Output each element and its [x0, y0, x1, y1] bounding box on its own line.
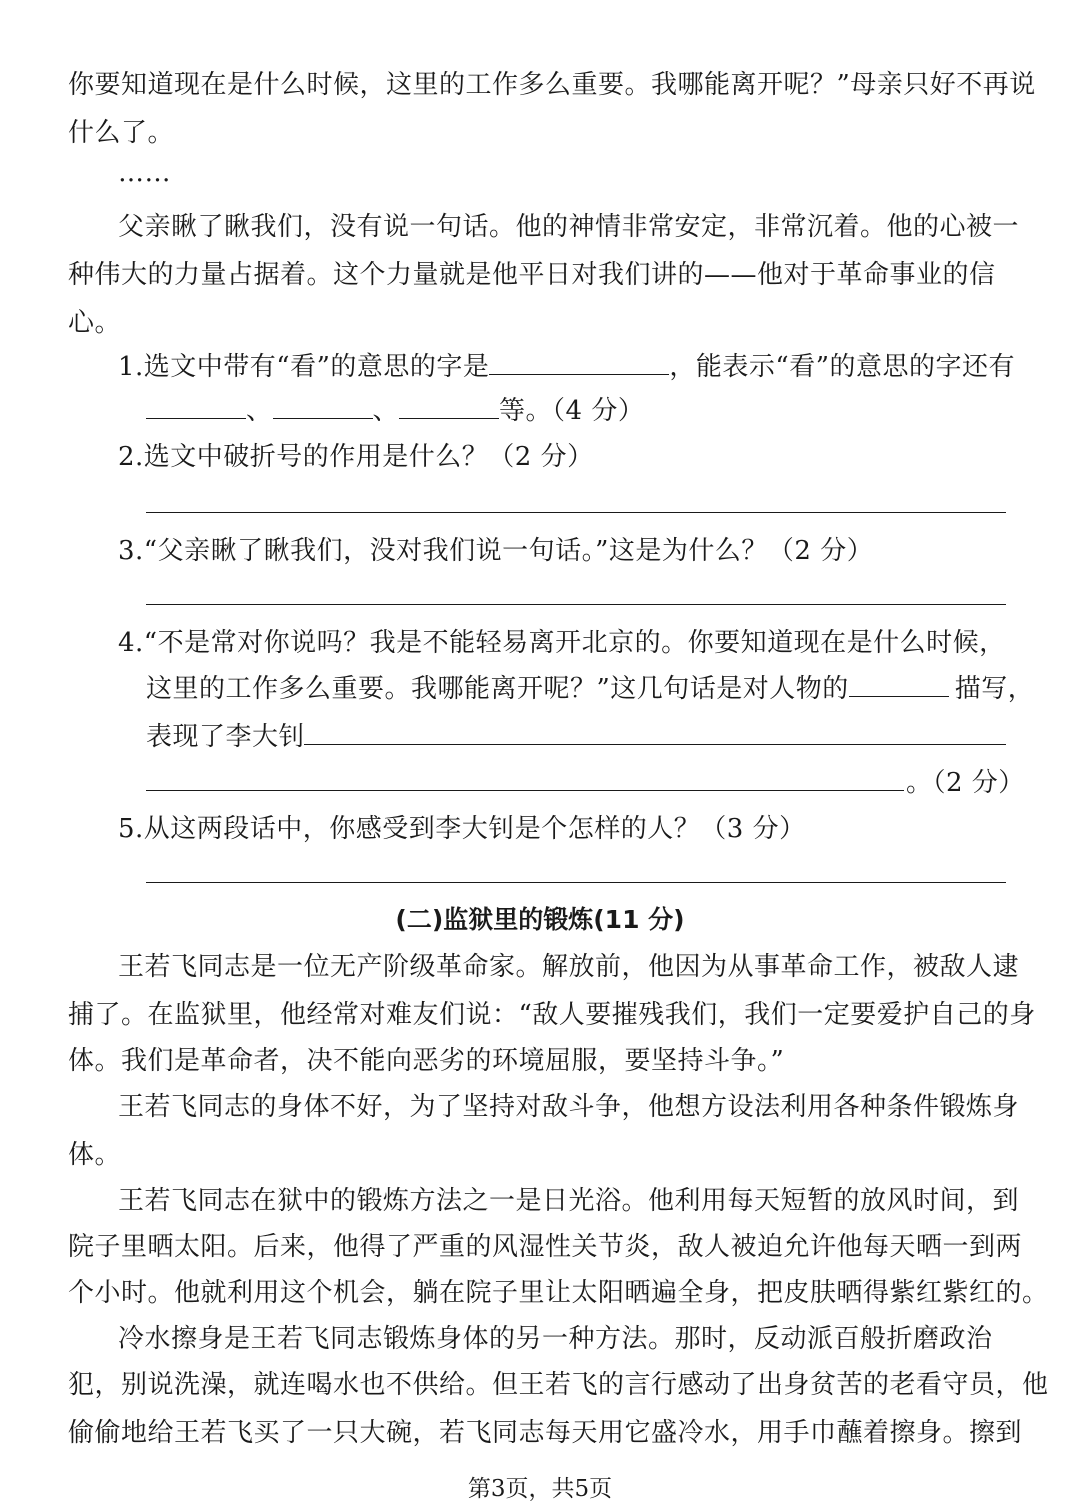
- question-3: 3.“父亲瞅了瞅我们，没对我们说一句话。”这是为什么？（2 分）: [118, 536, 874, 566]
- answer-line[interactable]: [146, 882, 1006, 883]
- question-4-line2-prefix: 这里的工作多么重要。我哪能离开呢？”这几句话是对人物的: [146, 674, 849, 704]
- answer-blank[interactable]: [273, 390, 373, 419]
- question-4-suffix: 。（2 分）: [906, 768, 1025, 798]
- answer-blank[interactable]: [146, 390, 246, 419]
- question-5: 5.从这两段话中，你感受到李大钊是个怎样的人？（3 分）: [118, 814, 806, 844]
- page-number: 第3页，共5页: [467, 1476, 613, 1502]
- question-4: 4.“不是常对你说吗？我是不能轻易离开北京的。你要知道现在是什么时候，: [118, 628, 1006, 658]
- passage-line: 心。: [68, 308, 122, 338]
- section-title: (二)监狱里的锻炼(11 分): [395, 905, 685, 934]
- separator: 、: [372, 396, 400, 426]
- question-1-prefix: 1.选文中带有“看”的意思的字是: [118, 352, 490, 382]
- separator: 、: [246, 396, 273, 426]
- passage-line: 院子里晒太阳。后来，他得了严重的风湿性关节炎，敌人被迫允许他每天晒一到两: [68, 1232, 1023, 1262]
- answer-line[interactable]: [146, 604, 1006, 605]
- passage-line: 偷偷地给王若飞买了一只大碗，若飞同志每天用它盛冷水，用手巾蘸着擦身。擦到: [68, 1418, 1023, 1448]
- answer-line[interactable]: [304, 744, 1006, 745]
- question-1: [118, 346, 1015, 383]
- answer-line[interactable]: [146, 790, 904, 791]
- passage-line: 个小时。他就利用这个机会，躺在院子里让太阳晒遍全身，把皮肤晒得紫红紫红的。: [68, 1278, 1049, 1308]
- passage-line: 捕了。在监狱里，他经常对难友们说：“敌人要摧残我们，我们一定要爱护自己的身: [68, 1000, 1036, 1030]
- answer-blank[interactable]: [849, 668, 949, 697]
- passage-line: 犯，别说洗澡，就连喝水也不供给。但王若飞的言行感动了出身贫苦的老看守员，他: [68, 1370, 1049, 1400]
- passage-line: 王若飞同志在狱中的锻炼方法之一是日光浴。他利用每天短暂的放风时间，到: [118, 1186, 1020, 1216]
- passage-line: 王若飞同志的身体不好，为了坚持对敌斗争，他想方设法利用各种条件锻炼身: [118, 1092, 1020, 1122]
- passage-line: 冷水擦身是王若飞同志锻炼身体的另一种方法。那时，反动派百般折磨政治: [118, 1324, 993, 1354]
- question-4-line3-prefix: 表现了李大钊: [146, 722, 306, 752]
- passage-line: 体。我们是革命者，决不能向恶劣的环境屈服，要坚持斗争。”: [68, 1046, 785, 1076]
- question-1-suffix: 等。（4 分）: [499, 396, 645, 426]
- answer-line[interactable]: [146, 512, 1006, 513]
- passage-line: 种伟大的力量占据着。这个力量就是他平日对我们讲的——他对于革命事业的信: [68, 260, 996, 290]
- answer-blank[interactable]: [399, 390, 499, 419]
- question-1-continued: [146, 390, 644, 427]
- question-4-line2: [146, 668, 1034, 705]
- passage-line: 体。: [68, 1140, 122, 1170]
- question-4-line2-suffix: 描写，: [954, 674, 1035, 704]
- question-1-middle: ，能表示“看”的意思的字还有: [669, 352, 1015, 382]
- answer-blank[interactable]: [489, 346, 669, 375]
- passage-line: 王若飞同志是一位无产阶级革命家。解放前，他因为从事革命工作，被敌人逮: [118, 952, 1020, 982]
- passage-line: 父亲瞅了瞅我们，没有说一句话。他的神情非常安定，非常沉着。他的心被一: [118, 212, 1020, 242]
- passage-line: 你要知道现在是什么时候，这里的工作多么重要。我哪能离开呢？”母亲只好不再说: [68, 70, 1036, 100]
- ellipsis: ……: [118, 158, 171, 188]
- question-2: 2.选文中破折号的作用是什么？（2 分）: [118, 442, 594, 472]
- passage-line: 什么了。: [68, 118, 175, 148]
